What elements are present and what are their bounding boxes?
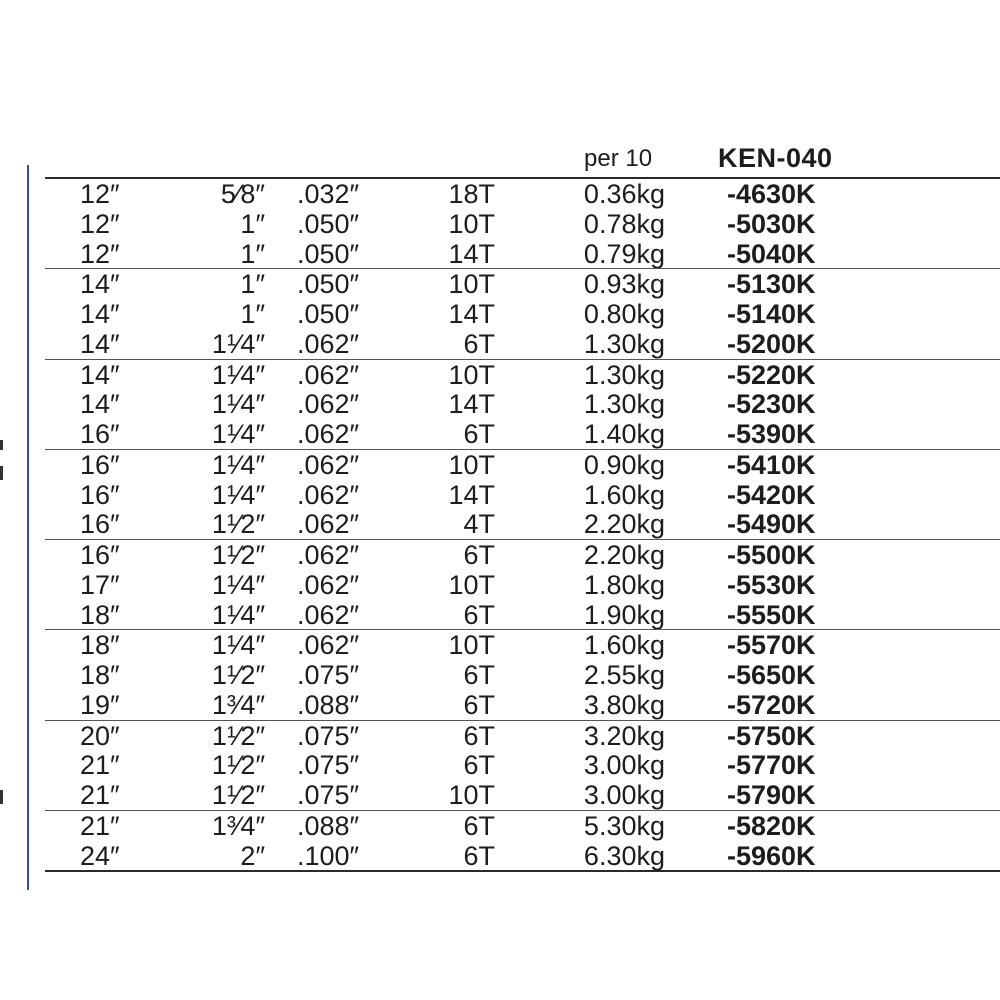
weight-per-10: 1.90kg bbox=[583, 599, 665, 630]
product-code: -5130K bbox=[727, 269, 816, 300]
blade-width: 1¹⁄4″ bbox=[211, 479, 265, 510]
blade-width: 1¹⁄4″ bbox=[211, 389, 265, 420]
product-code: -5030K bbox=[727, 208, 816, 239]
weight-per-10: 0.80kg bbox=[583, 299, 665, 329]
table-row bbox=[45, 449, 1000, 480]
blade-length: 18″ bbox=[80, 660, 120, 690]
product-code: -5040K bbox=[727, 238, 816, 269]
table-row bbox=[45, 570, 1000, 600]
weight-per-10: 0.79kg bbox=[583, 238, 665, 269]
blade-length: 16″ bbox=[80, 479, 120, 510]
teeth-count: 6T bbox=[463, 599, 495, 630]
blade-length: 16″ bbox=[80, 419, 120, 449]
blade-width: 1″ bbox=[240, 238, 265, 269]
blade-length: 12″ bbox=[80, 208, 120, 239]
product-code: -5550K bbox=[727, 599, 816, 630]
blade-thickness: .050″ bbox=[297, 208, 360, 239]
blade-width: 1¹⁄4″ bbox=[211, 569, 265, 600]
teeth-count: 10T bbox=[448, 780, 495, 810]
blade-length: 16″ bbox=[80, 540, 120, 570]
product-code-prefix: KEN-040 bbox=[718, 143, 833, 173]
table-row bbox=[45, 629, 1000, 660]
table-row bbox=[45, 179, 1000, 209]
blade-width: 1³⁄4″ bbox=[211, 810, 265, 841]
table-row bbox=[45, 299, 1000, 329]
blade-width: 1¹⁄4″ bbox=[211, 328, 265, 359]
teeth-count: 6T bbox=[463, 540, 495, 570]
blade-length: 24″ bbox=[80, 840, 120, 871]
blade-thickness: .100″ bbox=[297, 840, 360, 871]
blade-width: 1¹⁄2″ bbox=[211, 540, 265, 570]
table-row bbox=[45, 268, 1000, 299]
blade-thickness: .032″ bbox=[297, 179, 360, 209]
blade-length: 19″ bbox=[80, 689, 120, 720]
blade-thickness: .088″ bbox=[297, 810, 360, 841]
weight-per-10: 1.60kg bbox=[583, 479, 665, 510]
teeth-count: 14T bbox=[448, 479, 495, 510]
product-code: -5770K bbox=[727, 750, 816, 781]
product-code: -5720K bbox=[727, 689, 816, 720]
blade-length: 14″ bbox=[80, 328, 120, 359]
blade-thickness: .062″ bbox=[297, 449, 360, 480]
teeth-count: 10T bbox=[448, 208, 495, 239]
weight-per-10: 0.90kg bbox=[583, 449, 665, 480]
product-code: -5420K bbox=[727, 479, 816, 510]
blade-width: 1¹⁄4″ bbox=[211, 419, 265, 449]
teeth-count: 6T bbox=[463, 750, 495, 781]
blade-thickness: .062″ bbox=[297, 509, 360, 540]
blade-width: 1¹⁄4″ bbox=[211, 449, 265, 480]
teeth-count: 14T bbox=[448, 238, 495, 269]
blade-thickness: .050″ bbox=[297, 299, 360, 329]
table-row bbox=[45, 600, 1000, 630]
edge-mark bbox=[0, 466, 3, 480]
blade-width: 1″ bbox=[240, 299, 265, 329]
table-row bbox=[45, 480, 1000, 510]
teeth-count: 10T bbox=[448, 569, 495, 600]
teeth-count: 18T bbox=[448, 179, 495, 209]
weight-per-10: 6.30kg bbox=[583, 840, 665, 871]
blade-width: 1″ bbox=[240, 269, 265, 300]
product-code: -5790K bbox=[727, 780, 816, 810]
weight-per-10: 3.00kg bbox=[583, 780, 665, 810]
product-code: -5650K bbox=[727, 660, 816, 690]
blade-length: 17″ bbox=[80, 569, 120, 600]
blade-thickness: .075″ bbox=[297, 780, 360, 810]
blade-length: 14″ bbox=[80, 299, 120, 329]
weight-per-10: 3.80kg bbox=[583, 689, 665, 720]
product-code: -4630K bbox=[727, 179, 816, 209]
blade-length: 14″ bbox=[80, 359, 120, 390]
per-10-label: per 10 bbox=[584, 145, 653, 172]
weight-per-10: 1.30kg bbox=[583, 359, 665, 390]
blade-thickness: .050″ bbox=[297, 269, 360, 300]
weight-per-10: 3.00kg bbox=[583, 750, 665, 781]
table-row bbox=[45, 690, 1000, 720]
product-code: -5220K bbox=[727, 359, 816, 390]
blade-thickness: .062″ bbox=[297, 328, 360, 359]
weight-per-10: 0.36kg bbox=[583, 179, 665, 209]
teeth-count: 6T bbox=[463, 810, 495, 841]
product-code: -5500K bbox=[727, 540, 816, 570]
product-code: -5410K bbox=[727, 449, 816, 480]
blade-length: 18″ bbox=[80, 599, 120, 630]
table-row bbox=[45, 660, 1000, 690]
blade-width: 1″ bbox=[240, 208, 265, 239]
weight-per-10: 1.30kg bbox=[583, 328, 665, 359]
product-code: -5490K bbox=[727, 509, 816, 540]
blade-spec-table bbox=[45, 177, 1000, 872]
weight-per-10: 3.20kg bbox=[583, 720, 665, 751]
product-code: -5390K bbox=[727, 419, 816, 449]
blade-width: 1¹⁄2″ bbox=[211, 780, 265, 810]
teeth-count: 10T bbox=[448, 359, 495, 390]
product-code: -5530K bbox=[727, 569, 816, 600]
teeth-count: 6T bbox=[463, 328, 495, 359]
table-row bbox=[45, 329, 1000, 359]
weight-per-10: 1.60kg bbox=[583, 630, 665, 661]
edge-mark bbox=[0, 440, 3, 450]
weight-per-10: 1.30kg bbox=[583, 389, 665, 420]
table-row bbox=[45, 841, 1000, 873]
blade-length: 16″ bbox=[80, 509, 120, 540]
blade-width: 5⁄8″ bbox=[220, 179, 265, 209]
weight-per-10: 0.78kg bbox=[583, 208, 665, 239]
weight-per-10: 0.93kg bbox=[583, 269, 665, 300]
teeth-count: 4T bbox=[463, 509, 495, 540]
table-row bbox=[45, 509, 1000, 539]
weight-per-10: 5.30kg bbox=[583, 810, 665, 841]
table-row bbox=[45, 720, 1000, 751]
blade-thickness: .062″ bbox=[297, 419, 360, 449]
product-code: -5570K bbox=[727, 630, 816, 661]
blade-thickness: .062″ bbox=[297, 479, 360, 510]
blade-thickness: .062″ bbox=[297, 389, 360, 420]
product-code: -5960K bbox=[727, 840, 816, 871]
table-row bbox=[45, 389, 1000, 419]
teeth-count: 10T bbox=[448, 449, 495, 480]
blade-width: 1³⁄4″ bbox=[211, 689, 265, 720]
blade-length: 16″ bbox=[80, 449, 120, 480]
edge-mark bbox=[0, 790, 3, 804]
teeth-count: 6T bbox=[463, 660, 495, 690]
blade-thickness: .062″ bbox=[297, 569, 360, 600]
blade-width: 1¹⁄4″ bbox=[211, 630, 265, 661]
table-row bbox=[45, 209, 1000, 239]
weight-per-10: 2.20kg bbox=[583, 540, 665, 570]
blade-length: 12″ bbox=[80, 179, 120, 209]
blade-length: 18″ bbox=[80, 630, 120, 661]
product-code: -5140K bbox=[727, 299, 816, 329]
teeth-count: 6T bbox=[463, 720, 495, 751]
blade-width: 1¹⁄2″ bbox=[211, 660, 265, 690]
product-code: -5750K bbox=[727, 720, 816, 751]
product-code: -5230K bbox=[727, 389, 816, 420]
blade-thickness: .062″ bbox=[297, 359, 360, 390]
blade-length: 21″ bbox=[80, 780, 120, 810]
blade-width: 1¹⁄2″ bbox=[211, 509, 265, 540]
blade-thickness: .075″ bbox=[297, 720, 360, 751]
teeth-count: 10T bbox=[448, 269, 495, 300]
blade-length: 20″ bbox=[80, 720, 120, 751]
table-row bbox=[45, 810, 1000, 841]
product-code: -5820K bbox=[727, 810, 816, 841]
blade-width: 1¹⁄2″ bbox=[211, 750, 265, 781]
blade-width: 2″ bbox=[240, 840, 265, 871]
table-header bbox=[45, 143, 1000, 177]
teeth-count: 6T bbox=[463, 419, 495, 449]
blade-length: 12″ bbox=[80, 238, 120, 269]
product-code: -5200K bbox=[727, 328, 816, 359]
blade-length: 21″ bbox=[80, 810, 120, 841]
weight-per-10: 2.55kg bbox=[583, 660, 665, 690]
teeth-count: 6T bbox=[463, 689, 495, 720]
blade-length: 14″ bbox=[80, 389, 120, 420]
blade-thickness: .075″ bbox=[297, 660, 360, 690]
table-row bbox=[45, 750, 1000, 780]
teeth-count: 10T bbox=[448, 630, 495, 661]
blade-thickness: .088″ bbox=[297, 689, 360, 720]
table-row bbox=[45, 239, 1000, 269]
table-row bbox=[45, 419, 1000, 449]
teeth-count: 14T bbox=[448, 299, 495, 329]
weight-per-10: 1.80kg bbox=[583, 569, 665, 600]
table-row bbox=[45, 359, 1000, 390]
weight-per-10: 2.20kg bbox=[583, 509, 665, 540]
left-margin-rule bbox=[27, 165, 29, 890]
teeth-count: 14T bbox=[448, 389, 495, 420]
blade-width: 1¹⁄4″ bbox=[211, 359, 265, 390]
weight-per-10: 1.40kg bbox=[583, 419, 665, 449]
blade-thickness: .062″ bbox=[297, 630, 360, 661]
blade-width: 1¹⁄2″ bbox=[211, 720, 265, 751]
blade-thickness: .062″ bbox=[297, 540, 360, 570]
teeth-count: 6T bbox=[463, 840, 495, 871]
blade-thickness: .050″ bbox=[297, 238, 360, 269]
blade-thickness: .062″ bbox=[297, 599, 360, 630]
blade-width: 1¹⁄4″ bbox=[211, 599, 265, 630]
table-row bbox=[45, 780, 1000, 810]
blade-length: 21″ bbox=[80, 750, 120, 781]
blade-thickness: .075″ bbox=[297, 750, 360, 781]
blade-length: 14″ bbox=[80, 269, 120, 300]
table-row bbox=[45, 539, 1000, 570]
